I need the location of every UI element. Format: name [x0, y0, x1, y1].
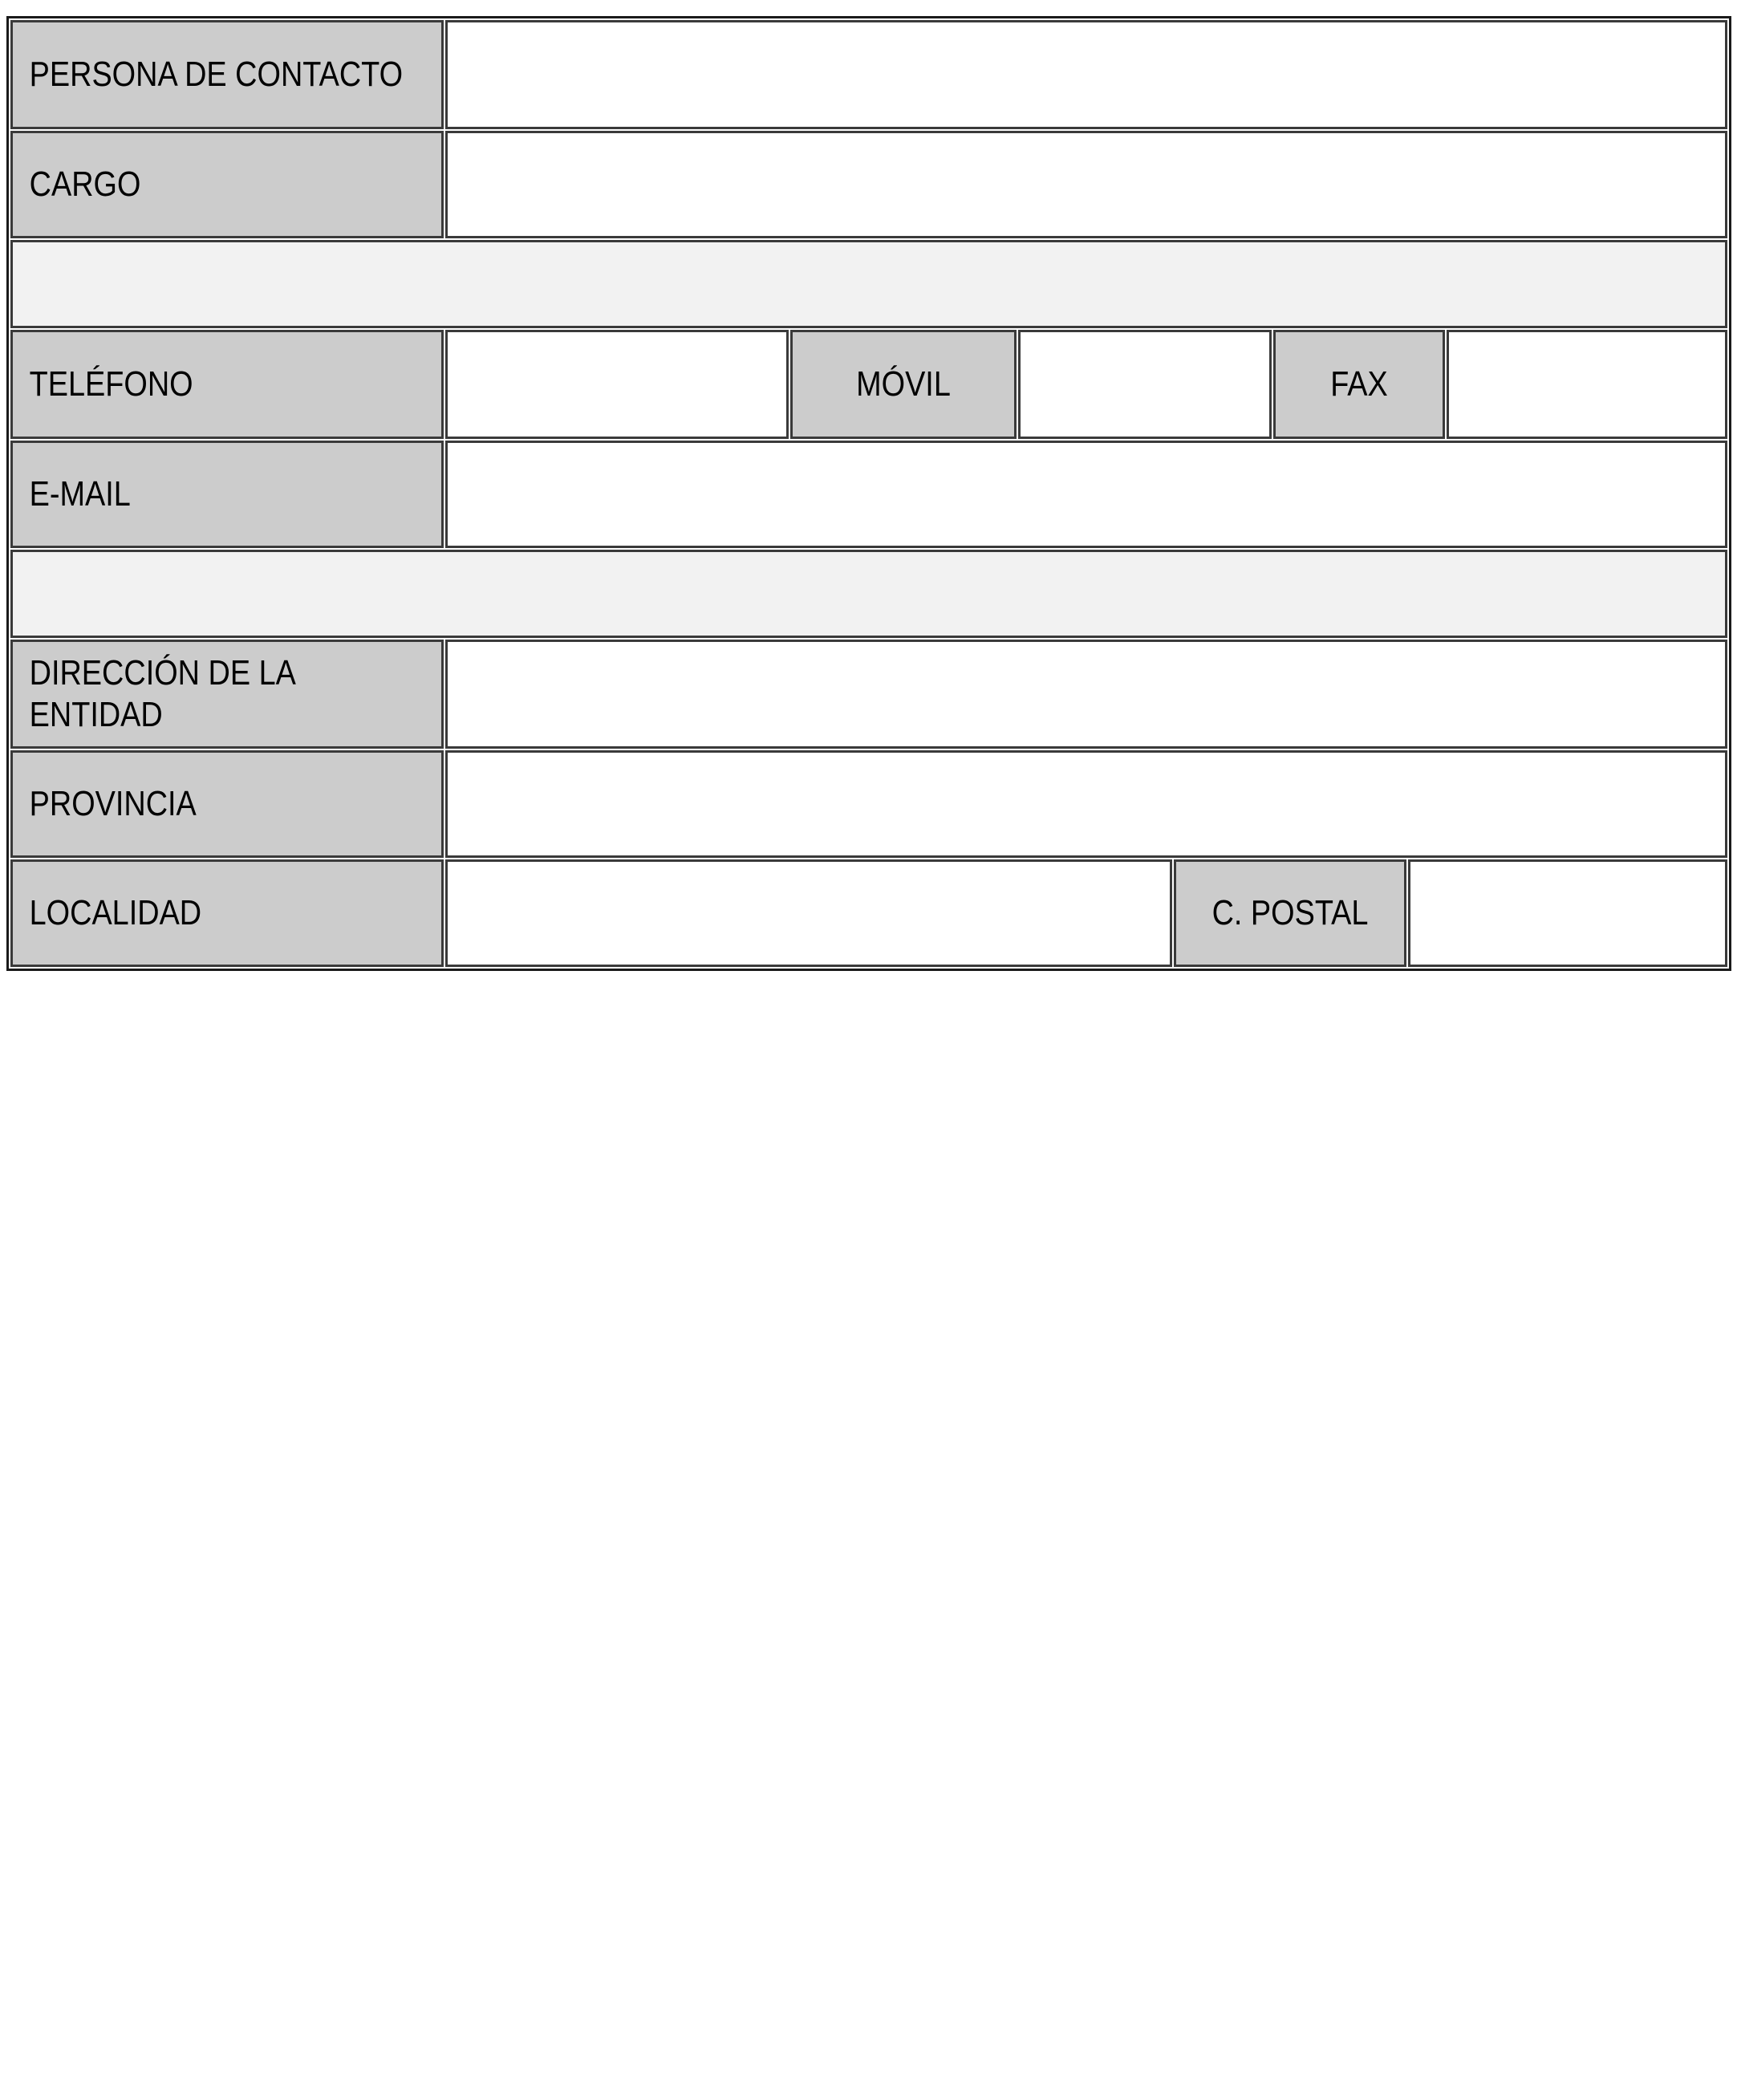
persona-contacto-field[interactable]: [445, 20, 1727, 129]
direccion-label-line2: ENTIDAD: [29, 695, 163, 734]
localidad-label-cell: [10, 859, 444, 967]
email-field[interactable]: [445, 441, 1727, 548]
direccion-label-cell: [10, 640, 444, 749]
direccion-label-line1: DIRECCIÓN DE LA: [29, 653, 296, 693]
spacer-row-1: [10, 240, 1727, 328]
provincia-label-cell: [10, 750, 444, 858]
cargo-label: CARGO: [29, 165, 141, 204]
email-label-cell: [10, 441, 444, 548]
localidad-label: LOCALIDAD: [29, 893, 202, 932]
fax-field[interactable]: [1447, 330, 1727, 439]
fax-label-cell: [1273, 330, 1445, 439]
movil-label-cell: [790, 330, 1017, 439]
telefono-label: TELÉFONO: [29, 364, 193, 404]
telefono-field[interactable]: [445, 330, 789, 439]
cpostal-field[interactable]: [1408, 859, 1727, 967]
direccion-field[interactable]: [445, 640, 1727, 749]
persona-contacto-label: PERSONA DE CONTACTO: [29, 55, 404, 94]
email-label: E-MAIL: [29, 474, 131, 514]
cpostal-label-cell: [1174, 859, 1406, 967]
movil-field[interactable]: [1018, 330, 1272, 439]
provincia-label: PROVINCIA: [29, 784, 197, 823]
provincia-field[interactable]: [445, 750, 1727, 858]
direccion-label: [13, 652, 381, 736]
cpostal-label: C. POSTAL: [1211, 893, 1369, 932]
cargo-label-cell: [10, 131, 444, 238]
persona-contacto-label-cell: [10, 20, 444, 129]
movil-label: MÓVIL: [856, 364, 951, 404]
spacer-row-2: [10, 550, 1727, 638]
cargo-field[interactable]: [445, 131, 1727, 238]
contact-form-table: [6, 16, 1731, 971]
telefono-label-cell: [10, 330, 444, 439]
fax-label: FAX: [1330, 364, 1388, 404]
localidad-field[interactable]: [445, 859, 1172, 967]
